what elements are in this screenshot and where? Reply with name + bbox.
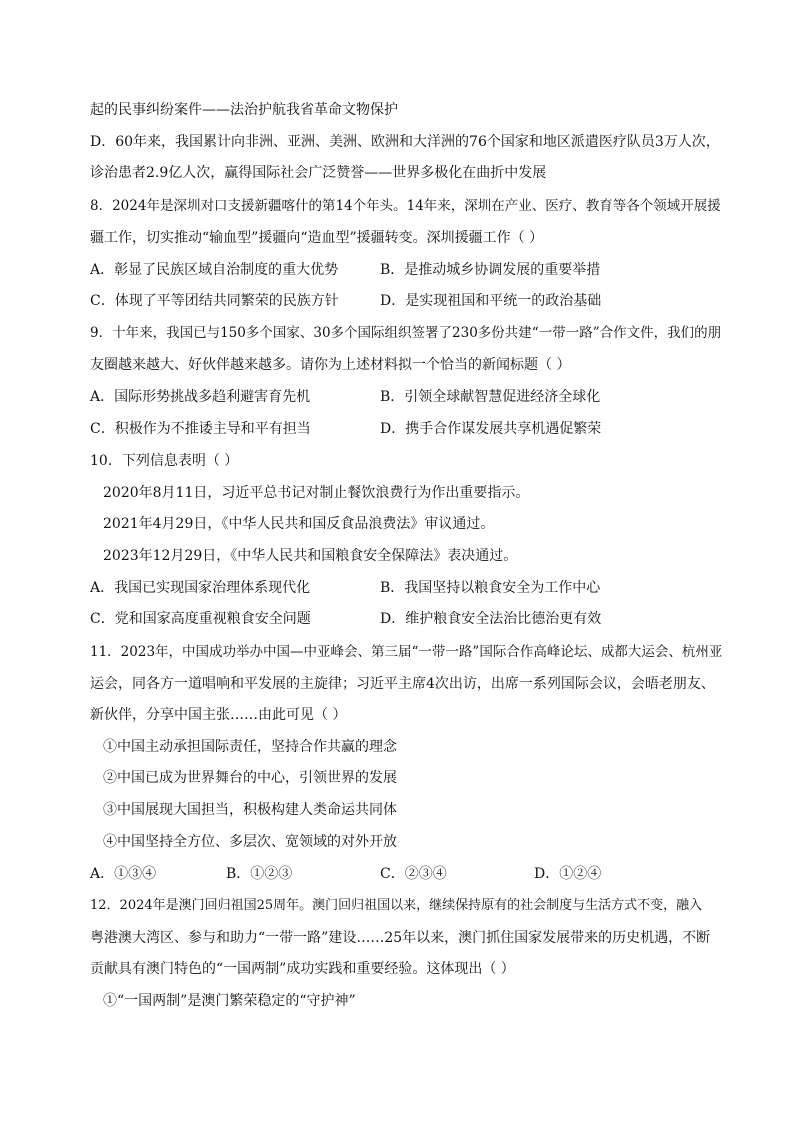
q11-stem-line1: 11．2023年，中国成功举办中国—中亚峰会、第三届“一带一路”国际合作高峰论坛、成都大运会、杭州亚	[90, 644, 723, 660]
q10-info-3: 2023年12月29日，《中华人民共和国粮食安全保障法》表决通过。	[103, 548, 518, 564]
q8-stem-line1: 8．2024年是深圳对口支援新疆喀什的第14个年头。14年来，深圳在产业、医疗、教育等各个领域开展援	[90, 198, 721, 214]
q7-option-d-line1: D．60年来，我国累计向非洲、亚洲、美洲、欧洲和大洋洲的76个国家和地区派遣医疗队员3万人次，	[90, 134, 720, 150]
q7-option-d-line2: 诊治患者2.9亿人次，赢得国际社会广泛赞誉——世界多极化在曲折中发展	[90, 165, 547, 181]
q9-option-c: C．积极作为不推诿主导和平有担当	[90, 421, 311, 437]
q8-option-a: A．彰显了民族区域自治制度的重大优势	[90, 262, 339, 278]
q12-stem-line1: 12．2024年是澳门回归祖国25周年。澳门回归祖国以来，继续保持原有的社会制度与生活方式不变，融入	[90, 898, 703, 913]
q10-info-1: 2020年8月11日，习近平总书记对制止餐饮浪费行为作出重要指示。	[103, 485, 530, 501]
q11-stem-line3: 新伙伴，分享中国主张……由此可见（ ）	[90, 707, 347, 723]
q12-stem-line3: 贡献具有澳门特色的“一国两制”成功实践和重要经验。这体现出（ ）	[90, 961, 515, 977]
q10-option-b: B．我国坚持以粮食安全为工作中心	[380, 580, 601, 596]
q9-stem-line2: 友圈越来越大、好伙伴越来越多。请你为上述材料拟一个恰当的新闻标题（ ）	[90, 357, 571, 373]
q11-option-c: C．②③④	[380, 866, 447, 882]
q9-option-d: D．携手合作谋发展共享机遇促繁荣	[380, 421, 602, 437]
q8-option-d: D．是实现祖国和平统一的政治基础	[380, 293, 602, 309]
q10-option-a: A．我国已实现国家治理体系现代化	[90, 580, 311, 596]
q7-continuation: 起的民事纠纷案件——法治护航我省革命文物保护	[90, 102, 398, 118]
q11-option-a: A．①③④	[90, 866, 157, 882]
q11-item-3: ③中国展现大国担当，积极构建人类命运共同体	[103, 802, 397, 818]
q11-option-d: D．①②④	[534, 866, 602, 882]
q11-item-2: ②中国已成为世界舞台的中心，引领世界的发展	[103, 770, 397, 786]
q10-stem: 10．下列信息表明（ ）	[90, 453, 239, 469]
q11-item-4: ④中国坚持全方位、多层次、宽领域的对外开放	[103, 834, 397, 850]
q11-item-1: ①中国主动承担国际责任，坚持合作共赢的理念	[103, 739, 397, 755]
q10-info-2: 2021年4月29日，《中华人民共和国反食品浪费法》审议通过。	[103, 516, 495, 532]
q9-stem-line1: 9．十年来，我国已与150多个国家、30多个国际组织签署了230多份共建“一带一路”合作文件，我们的朋	[90, 325, 722, 341]
q11-stem-line2: 运会，同各方一道唱响和平发展的主旋律；习近平主席4次出访，出席一系列国际会议，会晤老朋友、	[90, 676, 715, 692]
q8-stem-line2: 疆工作，切实推动“输血型”援疆向“造血型”援疆转变。深圳援疆工作（ ）	[90, 230, 544, 246]
q9-option-a: A．国际形势挑战多趋利避害育先机	[90, 389, 311, 405]
q10-option-d: D．维护粮食安全法治比德治更有效	[380, 611, 602, 627]
q8-option-c: C．体现了平等团结共同繁荣的民族方针	[90, 293, 339, 309]
q9-option-b: B．引领全球献智慧促进经济全球化	[380, 389, 601, 405]
q12-stem-line2: 粤港澳大湾区、参与和助力“一带一路”建设……25年以来，澳门抓住国家发展带来的历史机遇，不断	[90, 930, 711, 946]
q12-item-1: ①“一国两制”是澳门繁荣稳定的“守护神”	[103, 993, 356, 1009]
q11-option-b: B．①②③	[226, 866, 293, 882]
q8-option-b: B．是推动城乡协调发展的重要举措	[380, 262, 601, 278]
q10-option-c: C．党和国家高度重视粮食安全问题	[90, 611, 311, 627]
